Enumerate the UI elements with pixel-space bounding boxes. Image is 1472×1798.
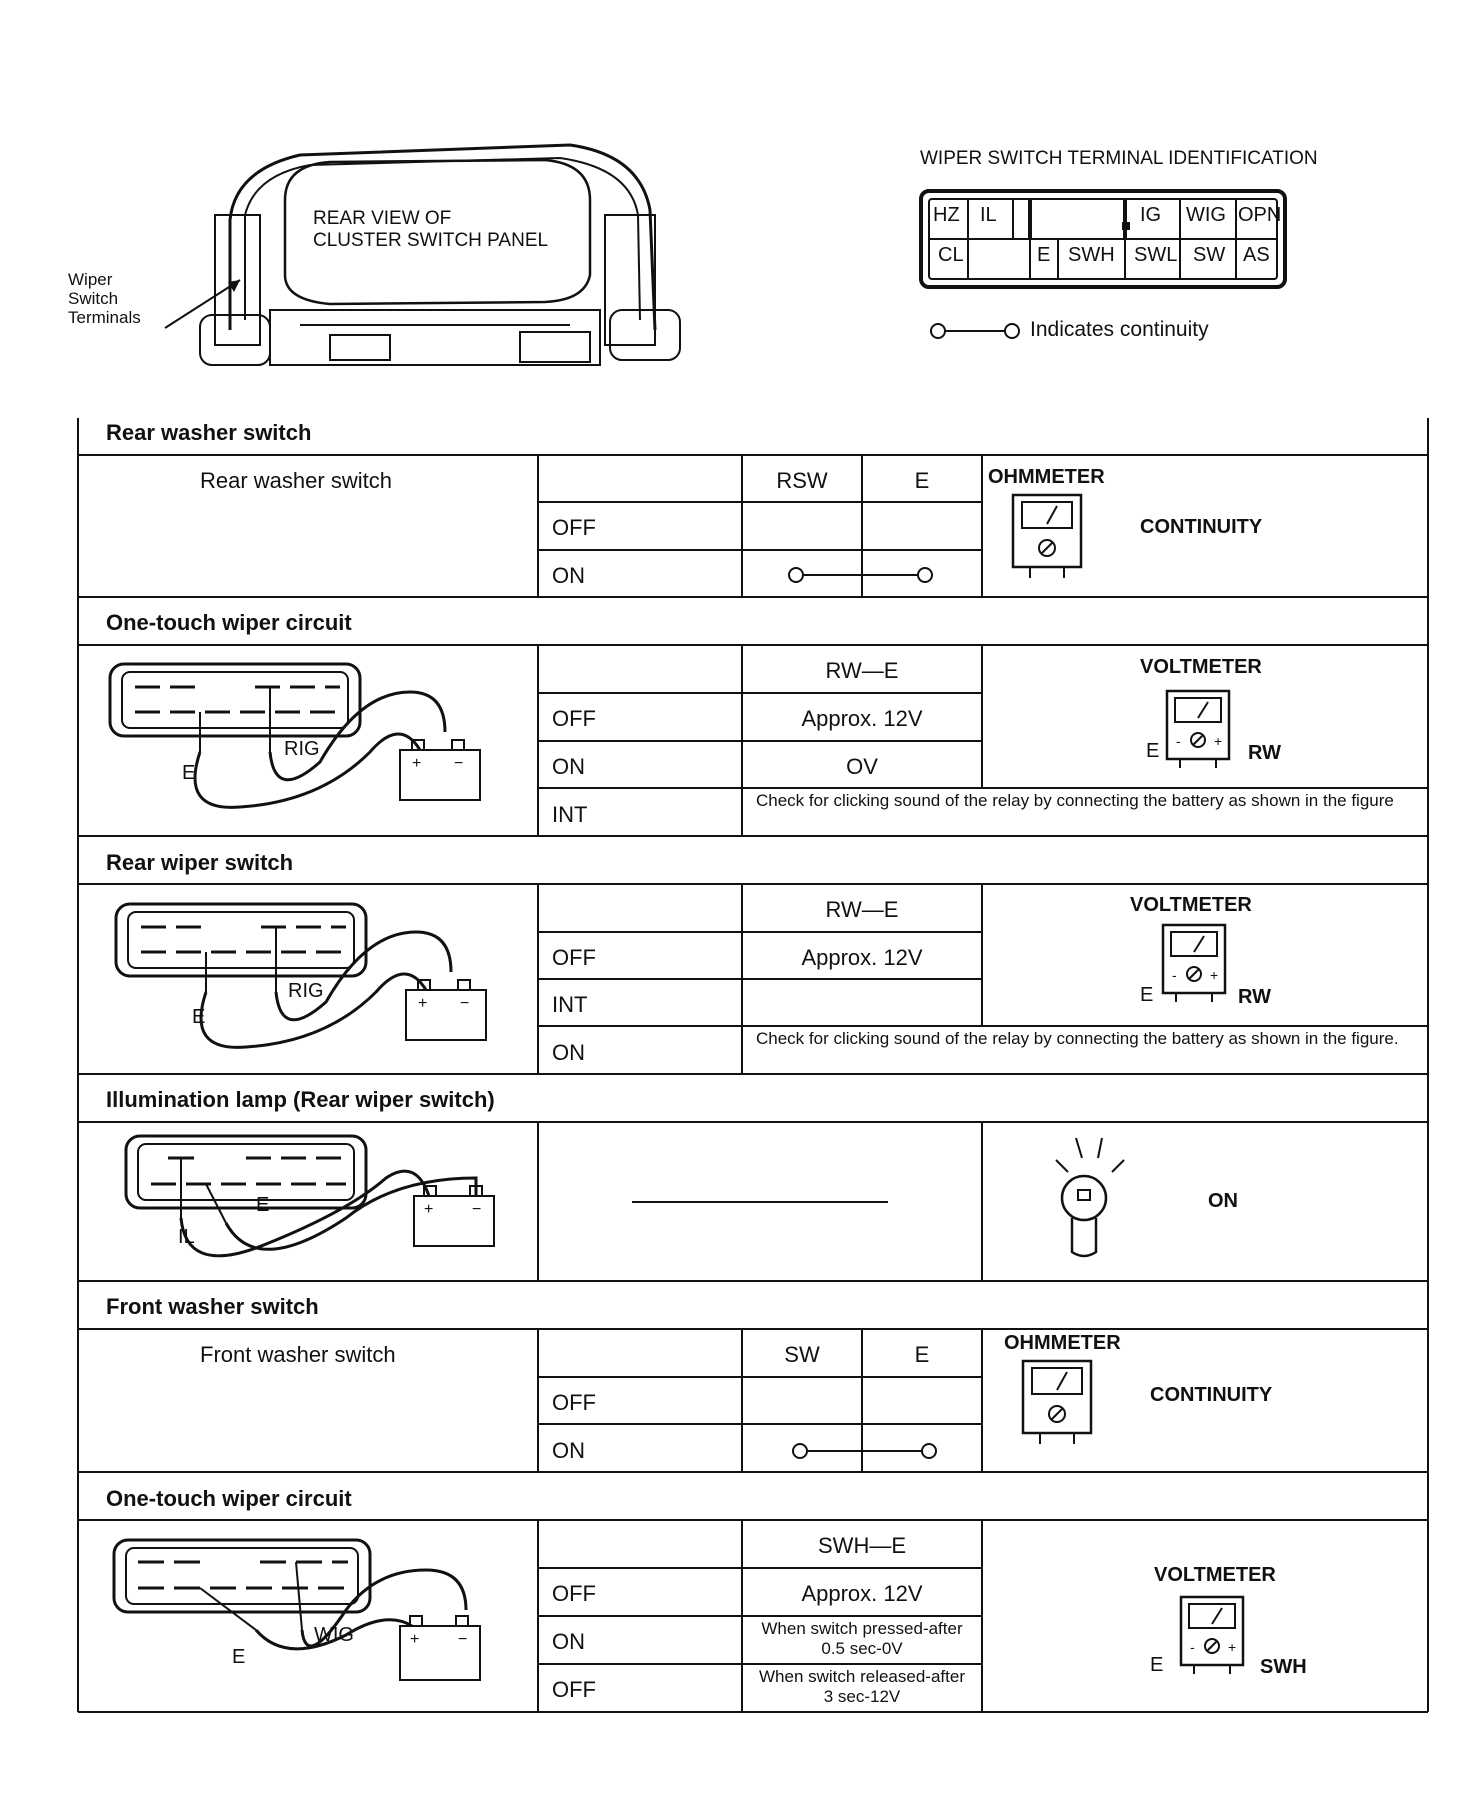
row-state-off: OFF xyxy=(552,1390,596,1415)
probe-label-IL: IL xyxy=(178,1226,195,1248)
ohmmeter-label: OHMMETER xyxy=(988,466,1105,488)
continuity-legend-text: Indicates continuity xyxy=(1030,318,1209,341)
terminal-id-title: WIPER SWITCH TERMINAL IDENTIFICATION xyxy=(920,148,1318,169)
value-off: Approx. 12V xyxy=(801,1581,923,1606)
voltmeter-neg-label: E xyxy=(1140,984,1154,1006)
terminal-E: E xyxy=(1037,244,1051,266)
one-touch-2-wiring-diagram xyxy=(96,1530,516,1700)
value-on-line2: 0.5 sec-0V xyxy=(821,1639,903,1658)
section-heading-illumination: Illumination lamp (Rear wiper switch) xyxy=(106,1087,495,1112)
svg-text:-: - xyxy=(1176,733,1181,749)
value-on: OV xyxy=(846,754,878,779)
voltmeter-neg-label: E xyxy=(1150,1654,1164,1676)
svg-text:+: + xyxy=(418,995,428,1012)
value-off: Approx. 12V xyxy=(801,706,923,731)
state-on: ON xyxy=(552,1040,585,1065)
svg-text:-: - xyxy=(1172,967,1177,983)
cluster-caption-line1: REAR VIEW OF xyxy=(313,208,452,229)
voltmeter-label: VOLTMETER xyxy=(1140,656,1262,678)
voltmeter-icon xyxy=(1178,1594,1248,1676)
probe-label-E: E xyxy=(192,1006,206,1028)
row-state-on: ON xyxy=(552,563,585,588)
state-off: OFF xyxy=(552,945,596,970)
value-off-line1: When switch released-after xyxy=(759,1667,965,1686)
probe-label-E: E xyxy=(182,762,196,784)
section-heading-one-touch-1: One-touch wiper circuit xyxy=(106,610,352,635)
value-off: Approx. 12V xyxy=(801,945,923,970)
voltmeter-pos-label: SWH xyxy=(1260,1656,1307,1678)
svg-text:+: + xyxy=(1210,967,1219,983)
terminal-AS: AS xyxy=(1243,244,1270,266)
svg-text:+: + xyxy=(412,755,422,772)
callout-line1: Wiper xyxy=(68,270,113,289)
col-header-RW-E: RW—E xyxy=(825,658,899,683)
voltmeter-icon xyxy=(1164,688,1234,770)
probe-label-E: E xyxy=(232,1646,246,1668)
col-header-E: E xyxy=(914,468,930,493)
value-off-line2: 3 sec-12V xyxy=(823,1687,901,1706)
svg-text:-: - xyxy=(1190,1639,1195,1655)
svg-text:+: + xyxy=(410,1631,420,1648)
terminal-SWL: SWL xyxy=(1134,244,1178,266)
terminal-SWH: SWH xyxy=(1068,244,1115,266)
front-washer-left-label: Front washer switch xyxy=(200,1342,396,1367)
state-int: INT xyxy=(552,802,588,827)
svg-text:−: − xyxy=(454,755,464,772)
terminal-IL: IL xyxy=(980,204,997,226)
state-off-2: OFF xyxy=(552,1677,596,1702)
continuity-result: CONTINUITY xyxy=(1140,516,1263,538)
callout-line2: Switch xyxy=(68,289,119,308)
col-header-SW: SW xyxy=(784,1342,820,1367)
value-on-line1: When switch pressed-after xyxy=(761,1619,963,1638)
terminal-SW: SW xyxy=(1193,244,1226,266)
ohmmeter-label: OHMMETER xyxy=(1004,1332,1121,1354)
voltmeter-icon xyxy=(1160,922,1230,1004)
value-int-note: Check for clicking sound of the relay by connecting the battery as shown in the figure xyxy=(756,791,1394,810)
voltmeter-neg-label: E xyxy=(1146,740,1160,762)
probe-label-WIG: WIG xyxy=(314,1624,354,1646)
svg-text:+: + xyxy=(424,1201,434,1218)
col-header-RSW: RSW xyxy=(776,468,828,493)
row-state-off: OFF xyxy=(552,515,596,540)
section-heading-rear-washer: Rear washer switch xyxy=(106,420,312,445)
lamp-bulb-icon xyxy=(1028,1130,1138,1270)
voltmeter-label: VOLTMETER xyxy=(1130,894,1252,916)
terminal-WIG: WIG xyxy=(1186,204,1226,226)
state-off: OFF xyxy=(552,1581,596,1606)
continuity-mark-icon xyxy=(786,1440,946,1462)
svg-text:+: + xyxy=(1228,1639,1237,1655)
section-heading-one-touch-2: One-touch wiper circuit xyxy=(106,1486,352,1511)
voltmeter-pos-label: RW xyxy=(1238,986,1271,1008)
rear-washer-left-label: Rear washer switch xyxy=(200,468,392,493)
section-heading-front-washer: Front washer switch xyxy=(106,1294,319,1319)
probe-label-RIG: RIG xyxy=(284,738,320,760)
ohmmeter-icon xyxy=(1010,492,1086,582)
svg-text:+: + xyxy=(1214,733,1223,749)
terminal-HZ: HZ xyxy=(933,204,960,226)
value-on-note: Check for clicking sound of the relay by connecting the battery as shown in the figure. xyxy=(756,1029,1399,1048)
terminal-IG: IG xyxy=(1140,204,1162,226)
probe-label-RIG: RIG xyxy=(288,980,324,1002)
col-header-RW-E: RW—E xyxy=(825,897,899,922)
ohmmeter-icon xyxy=(1020,1358,1096,1448)
state-on: ON xyxy=(552,754,585,779)
probe-label-E: E xyxy=(256,1194,270,1216)
state-off: OFF xyxy=(552,706,596,731)
terminal-OPN: OPN xyxy=(1238,204,1282,226)
col-header-SWH-E: SWH—E xyxy=(818,1533,906,1558)
voltmeter-pos-label: RW xyxy=(1248,742,1281,764)
state-int: INT xyxy=(552,992,588,1017)
continuity-mark-icon xyxy=(782,564,942,586)
continuity-result: CONTINUITY xyxy=(1150,1384,1273,1406)
svg-text:−: − xyxy=(458,1631,468,1648)
terminal-CL: CL xyxy=(938,244,964,266)
svg-text:−: − xyxy=(472,1201,482,1218)
cluster-caption-line2: CLUSTER SWITCH PANEL xyxy=(313,230,549,251)
svg-text:−: − xyxy=(460,995,470,1012)
illumination-wiring-diagram xyxy=(96,1128,516,1278)
voltmeter-label: VOLTMETER xyxy=(1154,1564,1276,1586)
illumination-result: ON xyxy=(1208,1190,1238,1212)
col-header-E: E xyxy=(914,1342,930,1367)
row-state-on: ON xyxy=(552,1438,585,1463)
section-heading-rear-wiper: Rear wiper switch xyxy=(106,850,294,875)
callout-line3: Terminals xyxy=(68,308,141,327)
state-on: ON xyxy=(552,1629,585,1654)
